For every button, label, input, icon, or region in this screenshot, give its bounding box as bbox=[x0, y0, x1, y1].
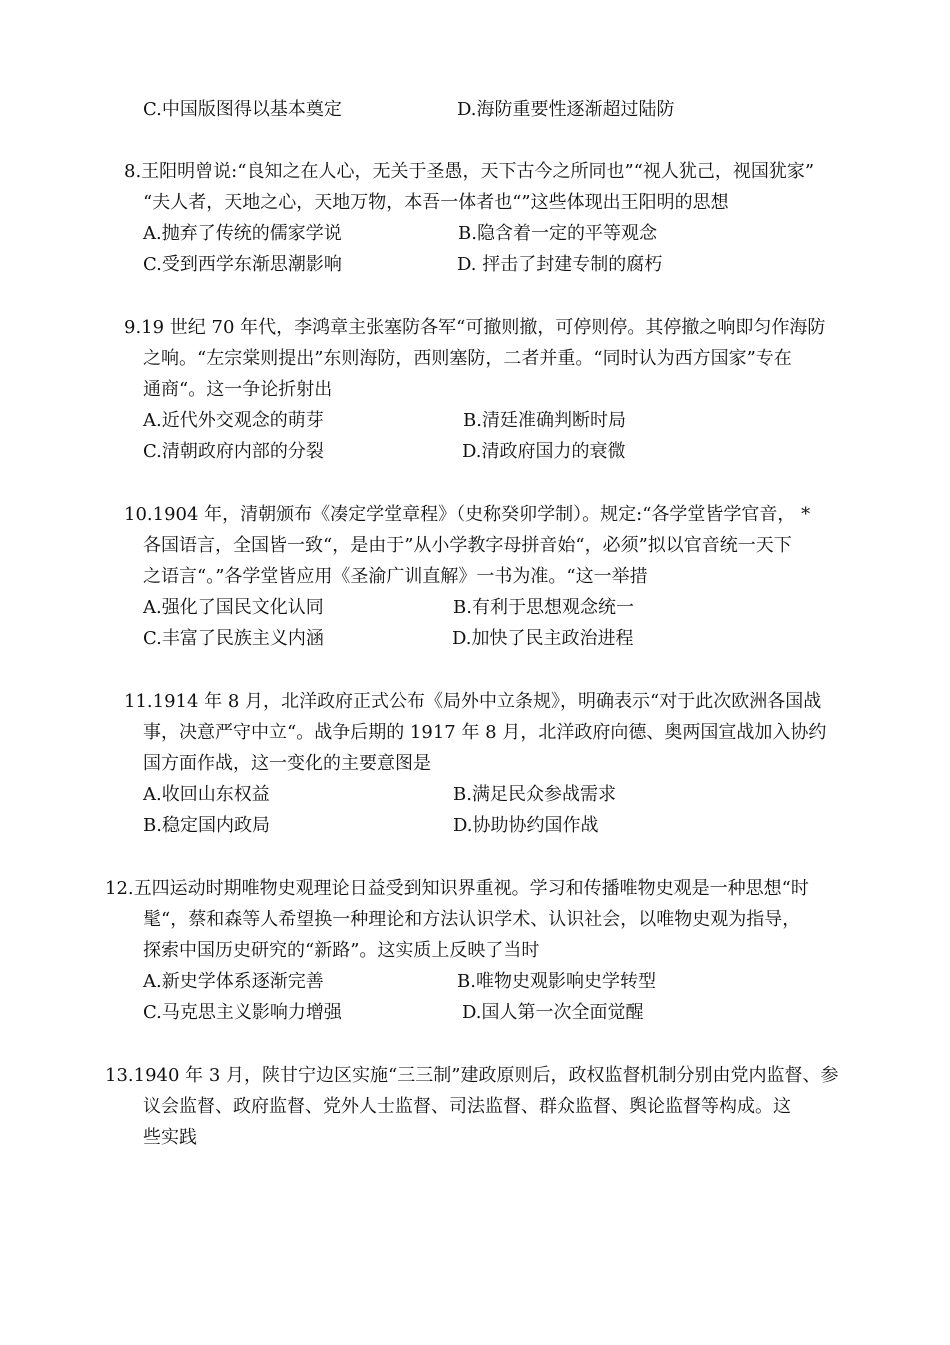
q13-stem-line-2: 议会监督、政府监督、党外人士监督、司法监督、群众监督、舆论监督等构成。这 bbox=[143, 1096, 791, 1117]
q8-stem-line-2: “夫人者，天地之心，天地万物，本吾一体者也“”这些体现出王阳明的思想 bbox=[143, 192, 729, 213]
q9-option-c[interactable]: C.清朝政府内部的分裂 bbox=[143, 441, 324, 462]
q13-stem-line-3: 些实践 bbox=[143, 1127, 197, 1148]
q12-stem-line-3: 探索中国历史研究的“新路”。这实质上反映了当时 bbox=[143, 940, 540, 961]
q8-option-b[interactable]: B.隐含着一定的平等观念 bbox=[458, 223, 657, 244]
q12-option-c[interactable]: C.马克思主义影响力增强 bbox=[143, 1002, 342, 1023]
q9-option-b[interactable]: B.清廷准确判断时局 bbox=[463, 410, 626, 431]
q11-stem-line-1: 11.1914 年 8 月，北洋政府正式公布《局外中立条规》，明确表示“对于此次欧洲各国战 bbox=[124, 691, 822, 712]
q12-stem-line-2: 髦“，蔡和森等人希望换一种理论和方法认识学术、认识社会，以唯物史观为指导， bbox=[143, 909, 801, 930]
q12-option-a[interactable]: A.新史学体系逐渐完善 bbox=[143, 971, 324, 992]
q7-option-d[interactable]: D.海防重要性逐渐超过陆防 bbox=[457, 99, 675, 120]
q9-option-d[interactable]: D.清政府国力的衰微 bbox=[462, 441, 626, 462]
q9-stem-line-2: 之响。“左宗棠则提出”东则海防，西则塞防，二者并重。“同时认为西方国家”专在 bbox=[143, 348, 792, 369]
q12-option-b[interactable]: B.唯物史观影响史学转型 bbox=[457, 971, 656, 992]
q7-option-c[interactable]: C.中国版图得以基本奠定 bbox=[143, 99, 342, 120]
q11-option-b[interactable]: B.满足民众参战需求 bbox=[453, 784, 616, 805]
q12-option-d[interactable]: D.国人第一次全面觉醒 bbox=[462, 1002, 644, 1023]
q11-option-d[interactable]: D.协助协约国作战 bbox=[453, 815, 599, 836]
q8-option-d[interactable]: D. 抨击了封建专制的腐朽 bbox=[457, 254, 663, 275]
q8-option-c[interactable]: C.受到西学东渐思潮影响 bbox=[143, 254, 342, 275]
q10-option-b[interactable]: B.有利于思想观念统一 bbox=[453, 597, 634, 618]
q9-option-a[interactable]: A.近代外交观念的萌芽 bbox=[143, 410, 324, 431]
q11-option-c[interactable]: B.稳定国内政局 bbox=[143, 815, 270, 836]
q11-stem-line-2: 事，决意严守中立“。战争后期的 1917 年 8 月，北洋政府向德、奥两国宣战加入协约 bbox=[143, 722, 827, 743]
q12-stem-line-1: 12.五四运动时期唯物史观理论日益受到知识界重视。学习和传播唯物史观是一种思想“时 bbox=[105, 878, 809, 899]
q10-stem-line-2: 各国语言，全国皆一致“，是由于”从小学教字母拼音始“，必须”拟以官音统一天下 bbox=[143, 535, 792, 556]
q11-option-a[interactable]: A.收回山东权益 bbox=[143, 784, 270, 805]
q10-stem-line-3: 之语言“。”各学堂皆应用《圣渝广训直解》一书为准。“这一举措 bbox=[143, 566, 648, 587]
q11-stem-line-3: 国方面作战，这一变化的主要意图是 bbox=[143, 753, 431, 774]
q10-option-a[interactable]: A.强化了国民文化认同 bbox=[143, 597, 324, 618]
q13-stem-line-1: 13.1940 年 3 月，陕甘宁边区实施“三三制”建政原则后，政权监督机制分别由党内监督、参 bbox=[105, 1065, 839, 1086]
q9-stem-line-3: 通商“。这一争论折射出 bbox=[143, 379, 333, 400]
q8-stem-line-1: 8.王阳明曾说:“良知之在人心，无关于圣愚，天下古今之所同也”“视人犹己，视国犹家” bbox=[124, 161, 815, 182]
q10-option-d[interactable]: D.加快了民主政治进程 bbox=[452, 628, 634, 649]
q8-option-a[interactable]: A.抛弃了传统的儒家学说 bbox=[143, 223, 342, 244]
q9-stem-line-1: 9.19 世纪 70 年代，李鸿章主张塞防各军“可撤则撤，可停则停。其停撤之响即匀作海防 bbox=[124, 317, 826, 338]
q10-stem-line-1: 10.1904 年，清朝颁布《凑定学堂章程》（史称癸卯学制）。规定:“各学堂皆学官音， * bbox=[124, 504, 811, 525]
q10-option-c[interactable]: C.丰富了民族主义内涵 bbox=[143, 628, 324, 649]
